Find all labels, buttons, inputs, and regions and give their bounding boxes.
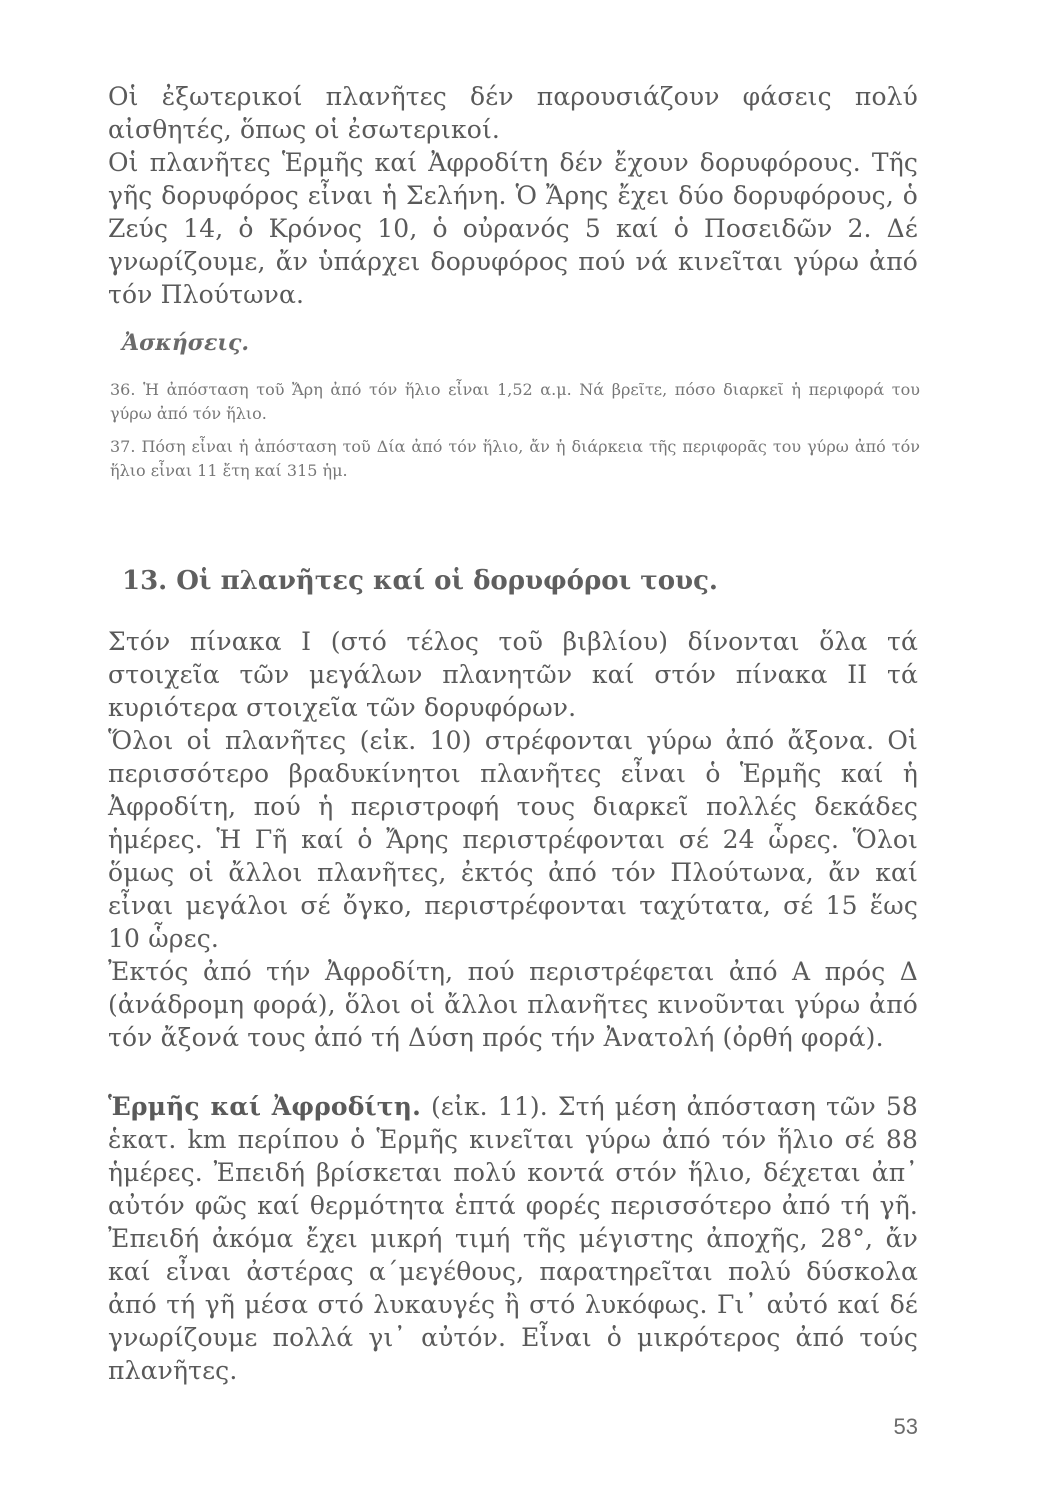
- intro-paragraph-1: Οἱ ἐξωτερικοί πλανῆτες δέν παρουσιάζουν φάσεις πολύ αἰσθητές, ὅπως οἱ ἐσωτερικοί.: [108, 82, 918, 144]
- section-paragraph-1: Στόν πίνακα Ι (στό τέλος τοῦ βιβλίου) δίνονται ὅλα τά στοιχεῖα τῶν μεγάλων πλανητῶν καί στόν πίνακα ΙΙ τά κυριότερα στοιχεῖα τῶν δορυφόρων.: [108, 627, 918, 722]
- section-paragraph-3: Ἐκτός ἀπό τήν Ἀφροδίτη, πού περιστρέφεται ἀπό Α πρός Δ (ἀνάδρομη φορά), ὅλοι οἱ ἄλλοι πλανῆτες κινοῦνται γύρω ἀπό τόν ἄξονά τους ἀπό τή Δύση πρός τήν Ἀνατολή (ὀρθή φορά).: [108, 957, 918, 1052]
- intro-paragraph-2: Οἱ πλανῆτες Ἑρμῆς καί Ἀφροδίτη δέν ἔχουν δορυφόρους. Τῆς γῆς δορυφόρος εἶναι ἡ Σελήνη. Ὁ Ἄρης ἔχει δύο δορυφόρους, ὁ Ζεύς 14, ὁ Κρόνος 10, ὁ οὐρανός 5 καί ὁ Ποσειδῶν 2. Δέ γνωρίζουμε, ἄν ὑπάρχει δορυφόρος πού νά κινεῖται γύρω ἀπό τόν Πλούτωνα.: [108, 148, 918, 309]
- hermes-aphrodite-section: [108, 1090, 918, 1387]
- page-number: 53: [893, 1414, 918, 1439]
- section-paragraph-4: [108, 1090, 918, 1387]
- subsection-text: (εἰκ. 11). Στή μέση ἀπόσταση τῶν 58 ἑκατ. km περίπου ὁ Ἑρμῆς κινεῖται γύρω ἀπό τόν ἥλιο σέ 88 ἡμέρες. Ἐπειδή βρίσκεται πολύ κοντά στόν ἥλιο, δέχεται ἀπ᾿ αὐτόν φῶς καί θερμότητα ἑπτά φορές περισσότερο ἀπό τή γῆ. Ἐπειδή ἀκόμα ἔχει μικρή τιμή τῆς μέγιστης ἀποχῆς, 28°, ἄν καί εἶναι ἀστέρας α΄μεγέθους, παρατηρεῖται πολύ δύσκολα ἀπό τή γῆ μέσα στό λυκαυγές ἢ στό λυκόφως. Γι᾿ αὐτό καί δέ γνωρίζουμε πολλά γι᾿ αὐτόν. Εἶναι ὁ μικρότερος ἀπό τούς πλανῆτες.: [108, 1092, 918, 1385]
- exercises-heading: Ἀσκήσεις.: [122, 330, 250, 356]
- subsection-heading: Ἑρμῆς καί Ἀφροδίτη.: [108, 1092, 421, 1121]
- section-title: 13. Οἱ πλανῆτες καί οἱ δορυφόροι τους.: [122, 566, 718, 596]
- exercises-list: [110, 378, 920, 492]
- exercise-item-37: 37. Πόση εἶναι ἡ ἀπόσταση τοῦ Δία ἀπό τόν ἥλιο, ἄν ἡ διάρκεια τῆς περιφορᾶς του γύρω ἀπό τόν ἥλιο εἶναι 11 ἔτη καί 315 ἡμ.: [110, 437, 920, 480]
- intro-text: [108, 80, 918, 311]
- section-paragraph-2: Ὅλοι οἱ πλανῆτες (εἰκ. 10) στρέφονται γύρω ἀπό ἄξονα. Οἱ περισσότερο βραδυκίνητοι πλανῆτες εἶναι ὁ Ἑρμῆς καί ἡ Ἀφροδίτη, πού ἡ περιστροφή τους διαρκεῖ πολλές δεκάδες ἡμέρες. Ἡ Γῆ καί ὁ Ἄρης περιστρέφονται σέ 24 ὧρες. Ὅλοι ὅμως οἱ ἄλλοι πλανῆτες, ἐκτός ἀπό τόν Πλούτωνα, ἄν καί εἶναι μεγάλοι σέ ὄγκο, περιστρέφονται ταχύτατα, σέ 15 ἕως 10 ὧρες.: [108, 726, 918, 953]
- section-body: [108, 625, 918, 1054]
- exercise-item-36: 36. Ἡ ἀπόσταση τοῦ Ἄρη ἀπό τόν ἥλιο εἶναι 1,52 α.μ. Νά βρεῖτε, πόσο διαρκεῖ ἡ περιφορά του γύρω ἀπό τόν ἥλιο.: [110, 380, 920, 423]
